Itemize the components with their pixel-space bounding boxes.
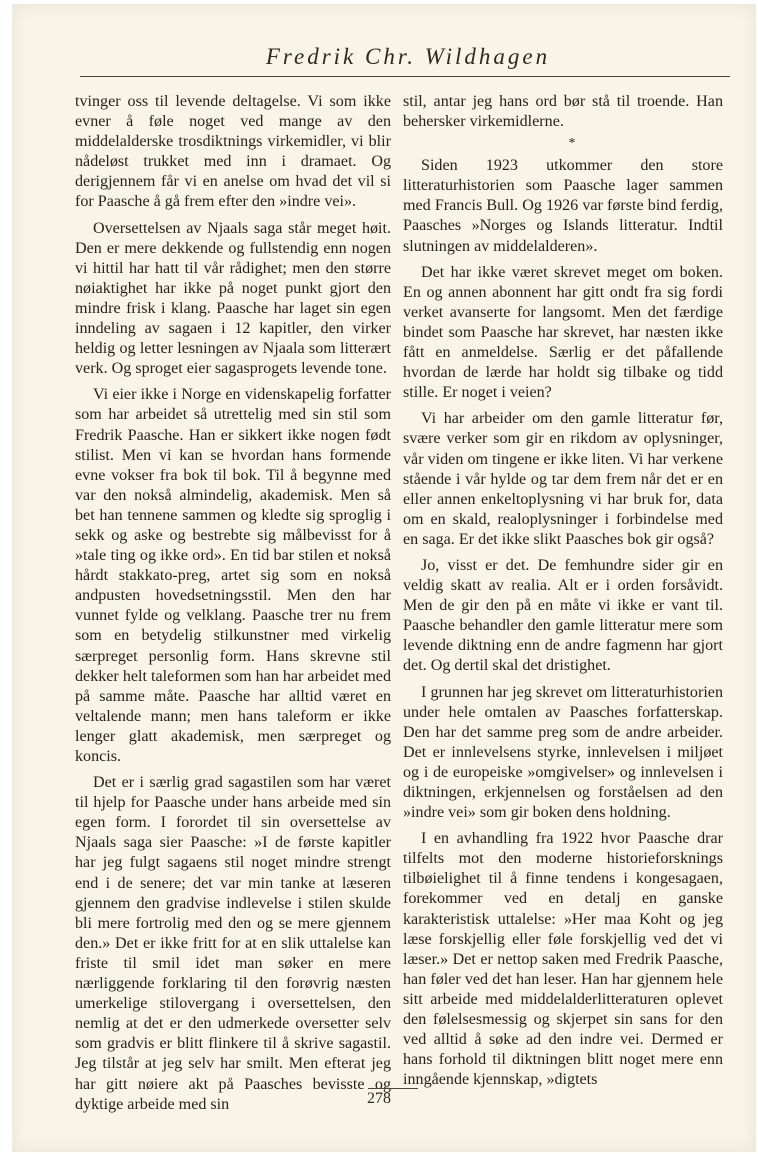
header-rule bbox=[80, 76, 730, 77]
paragraph: Det er i særlig grad sagastilen som har været til hjelp for Paasche under hans arbeide med sin egen form. I forordet til sin oversettelse av Njaals saga sier Paasche: »I de første kapitler har jeg fulgt sagaens stil noget mindre strengt end i de senere; det var min tanke at læseren gjennem den gradvise indlevelse i stilen skulde bli mere fortrolig med den og se mere gjennem den.» Det er ikke fritt for at en slik uttalelse kan friste til smil idet man søker en mere nærliggende forklaring til den forøvrig næsten umerkelige stilovergang i oversettelsen, den nemlig at det er den udmerkede oversetter selv som gradvis er blitt flinkere til å skrive sagastil. Jeg tilstår at jeg selv har smilt. Men efterat jeg har gitt nøiere akt på Paasches bevisste og dyktige arbeide med sin bbox=[75, 774, 391, 1113]
right-column bbox=[403, 92, 723, 1090]
paragraph: Vi eier ikke i Norge en videnskapelig forfatter som har arbeidet så utrettelig med sin stil som Fredrik Paasche. Han er sikkert ikke nogen født stilist. Men vi kan se hvordan hans formende evne vokser fra bok til bok. Til å begynne med var den nokså almindelig, akademisk. Men så bet han tennene sammen og kledte sig sproglig i sekk og aske og bestrebte sig målbevisst for å »tale ting og ikke ord». En tid bar stilen et nokså hårdt stakkato-preg, artet sig som en nokså andpusten hovedsetningsstil. Men den har vunnet fylde og velklang. Paasche trer nu frem som en betydelig stilkunstner med virkelig særpreget personlig form. Hans skrevne stil dekker helt taleformen som han har arbeidet med på samme måte. Paasche har alltid været en veltalende mann; men hans taleform er ikke lenger glatt akademisk, men særpreget og koncis. bbox=[75, 386, 391, 765]
paragraph: Siden 1923 utkommer den store litteraturhistorien som Paasche lager sammen med Francis Bull. Og 1926 var første bind ferdig, Paasches »Norges og Islands litteratur. Indtil slutningen av middelalderen». bbox=[403, 157, 723, 255]
footer-rule bbox=[368, 1088, 418, 1089]
paragraph: Det har ikke været skrevet meget om boken. En og annen abonnent har gitt ondt fra sig fordi verket avanserte for langsomt. Men det færdige bindet som Paasche har skrevet, har næsten ikke fått en anmeldelse. Særlig er det påfallende hvordan de lærde har holdt sig tilbake og tidd stille. Er noget i veien? bbox=[403, 263, 723, 402]
page-number: 278 bbox=[367, 1090, 391, 1107]
paragraph: tvinger oss til levende deltagelse. Vi som ikke evner å føle noget ved mange av den middelalderske trosdiktnings virkemidler, vi blir nådeløst trukket med inn i dramaet. Og derigjennem får vi en anelse om hvad det vil si for Paasche å gå frem efter den »indre vei». bbox=[75, 93, 391, 211]
section-separator: * bbox=[568, 136, 576, 152]
paragraph: stil, antar jeg hans ord bør stå til troende. Han behersker virkemidlerne. bbox=[403, 93, 723, 131]
left-column bbox=[75, 92, 391, 1115]
paragraph: I grunnen har jeg skrevet om litteraturhistorien under hele omtalen av Paasches forfatterskap. Den har det samme preg som de andre arbeider. Det er innlevelsens styrke, innlevelsen i miljøet og i de europeiske »omgivelser» og innlevelsen i diktningen, erkjennelsen og forståelsen ad den »indre vei» som gir boken dens holdning. bbox=[403, 683, 723, 822]
paragraph: Oversettelsen av Njaals saga står meget høit. Den er mere dekkende og fullstendig enn nogen vi hittil har hatt til vår rådighet; men den større nøiaktighet har ikke på noget punkt gjort den mindre frisk i klang. Paasche har laget sin egen inndeling av sagaen i 12 kapitler, den virker heldig og letter lesningen av Njaala som litterært verk. Og sproget eier sagasprogets levende tone. bbox=[75, 219, 391, 378]
paragraph: I en avhandling fra 1922 hvor Paasche drar tilfelts mot den moderne historieforsknings tilbøielighet til å finne tendens i kongesagaen, forekommer ved en detalj en ganske karakteristisk uttalelse: »Her maa Koht og jeg læse forskjellig eller føle forskjellig ved det vi læser.» Det er nettop saken med Fredrik Paasche, han føler ved det han leser. Han har gjennem hele sitt arbeide med middelalderlitteraturen oplevet den følelsesmessig og skjerpet sin sans for den ved alltid å søke ad den indre vei. Dermed er hans forhold til diktningen blitt noget mere enn inngående kjennskap, »digtets bbox=[403, 830, 723, 1089]
running-header: Fredrik Chr. Wildhagen bbox=[265, 44, 551, 69]
paragraph: Jo, visst er det. De femhundre sider gir en veldig skatt av realia. Alt er i orden forsåvidt. Men de gir den på en måte vi ikke er vant til. Paasche behandler den gamle litteratur mere som levende diktning enn de andre fagmenn har gjort det. Og dertil skal det dristighet. bbox=[403, 556, 723, 675]
paragraph: Vi har arbeider om den gamle litteratur før, svære verker som gir en rikdom av oplysninger, vår viden om tingene er ikke liten. Vi har verkene stående i vår hylde og tar dem frem når det er en eller annen enkeltoplysning vi har bruk for, data om en skald, realoplysninger i forbindelse med en saga. Er det ikke slikt Paasches bok gir også? bbox=[403, 410, 723, 548]
